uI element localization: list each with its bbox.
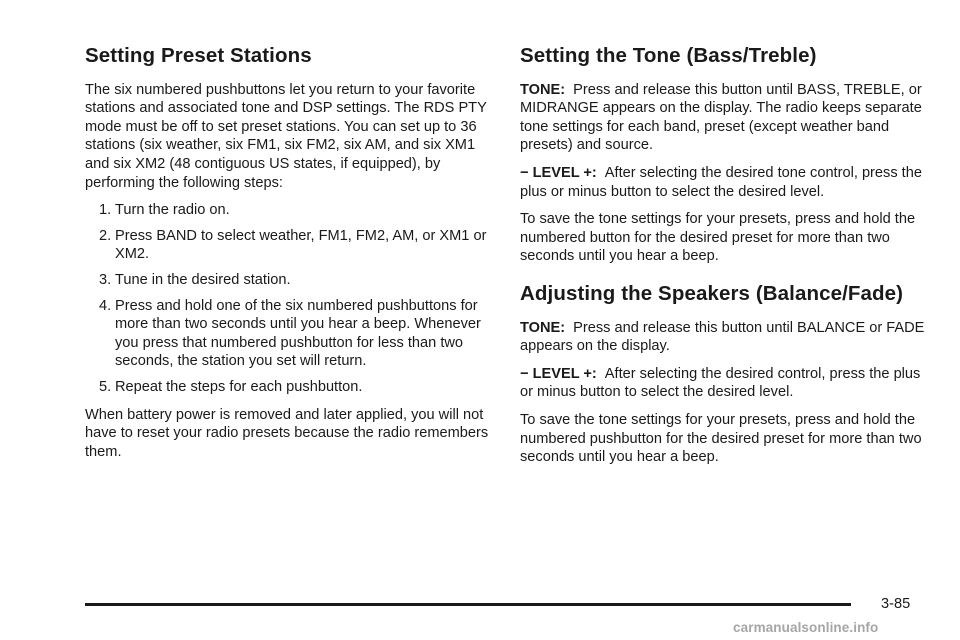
right-column bbox=[520, 44, 925, 476]
step-text: Turn the radio on. bbox=[115, 202, 230, 219]
step-number: 1. bbox=[99, 202, 112, 219]
speakers-level-label: − LEVEL +: bbox=[520, 365, 597, 382]
speakers-tone-paragraph bbox=[520, 319, 925, 356]
level-paragraph bbox=[520, 164, 925, 201]
watermark: carmanualsonline.info bbox=[733, 620, 879, 635]
step-number: 4. bbox=[99, 297, 112, 314]
tone-save-paragraph: To save the tone settings for your presets, press and hold the numbered button for the desired preset for more than two seconds until you hear a beep. bbox=[520, 211, 916, 265]
level-text: After selecting the desired tone control, press the plus or minus button to select the desired level. bbox=[520, 164, 922, 200]
preset-steps-list bbox=[85, 201, 490, 396]
tone-text: Press and release this button until BASS, TREBLE, or MIDRANGE appears on the display. The radio keeps separate tone settings for each band, preset (except weather band presets) and source. bbox=[520, 81, 922, 154]
page-number: 3-85 bbox=[881, 596, 911, 612]
left-column bbox=[85, 44, 490, 470]
speakers-level-text: After selecting the desired control, press the plus or minus button to select the desired level. bbox=[520, 365, 921, 401]
level-label: − LEVEL +: bbox=[520, 164, 597, 181]
speakers-save-paragraph: To save the tone settings for your presets, press and hold the numbered pushbutton for the desired preset for more than two seconds until you hear a beep. bbox=[520, 411, 922, 466]
step-number: 3. bbox=[99, 271, 112, 288]
preset-closing-paragraph: When battery power is removed and later applied, you will not have to reset your radio presets because the radio remembers them. bbox=[85, 406, 489, 460]
step-text: Tune in the desired station. bbox=[115, 271, 291, 288]
footer-rule bbox=[85, 603, 851, 606]
step-text: Press BAND to select weather, FM1, FM2, AM, or XM1 or XM2. bbox=[115, 227, 487, 263]
tone-label: TONE: bbox=[520, 81, 566, 98]
list-item bbox=[85, 378, 490, 397]
list-item bbox=[85, 227, 490, 264]
preset-stations-heading: Setting Preset Stations bbox=[85, 44, 312, 67]
list-item bbox=[85, 201, 490, 220]
list-item bbox=[85, 297, 490, 371]
step-text: Repeat the steps for each pushbutton. bbox=[115, 378, 363, 395]
preset-intro-paragraph: The six numbered pushbuttons let you return to your favorite stations and associated tone and DSP settings. The RDS PTY mode must be off to set preset stations. You can set up to 36 stations (six weather, six FM1, six FM2, six AM, and six XM1 and six XM2 (48 contiguous US states, if equipped), by performing the following steps: bbox=[85, 81, 487, 191]
step-number: 5. bbox=[99, 378, 112, 395]
speakers-tone-label: TONE: bbox=[520, 319, 566, 336]
step-number: 2. bbox=[99, 227, 112, 244]
list-item bbox=[85, 271, 490, 290]
speakers-heading: Adjusting the Speakers (Balance/Fade) bbox=[520, 281, 904, 305]
speakers-level-paragraph bbox=[520, 365, 925, 402]
tone-paragraph bbox=[520, 81, 925, 155]
step-text: Press and hold one of the six numbered pushbuttons for more than two seconds until you hear a beep. Whenever you press that numbered pushbutton for less than two seconds, the station you set will return. bbox=[115, 297, 481, 370]
tone-heading: Setting the Tone (Bass/Treble) bbox=[520, 44, 817, 67]
speakers-tone-text: Press and release this button until BALANCE or FADE appears on the display. bbox=[520, 319, 925, 355]
